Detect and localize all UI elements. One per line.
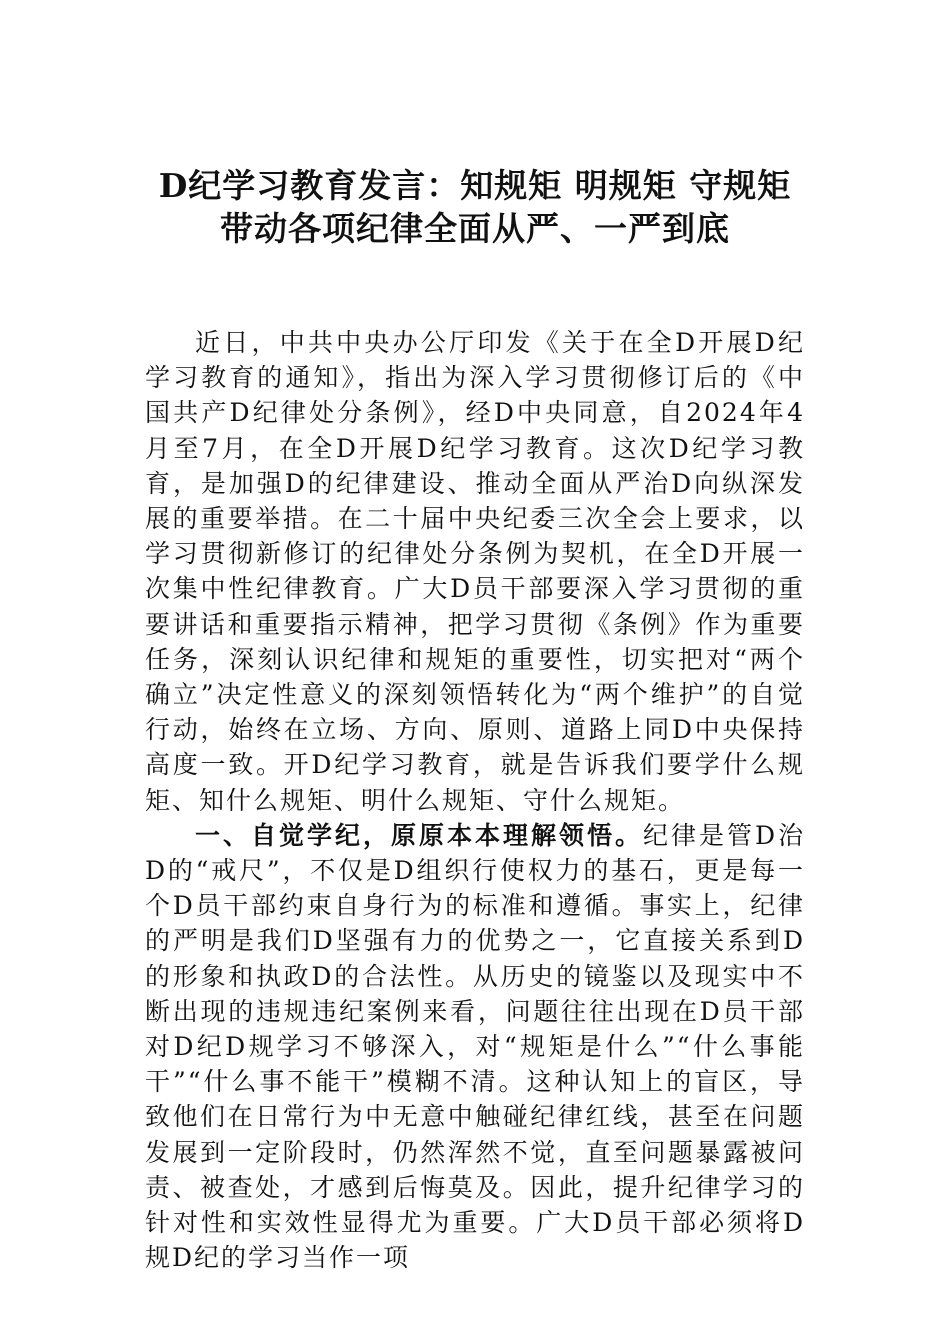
document-title-line-1: D纪学习教育发言：知规矩 明规矩 守规矩 (158, 166, 792, 205)
paragraph-intro (145, 325, 805, 818)
paragraph-text: 纪律是管D治D的“戒尺”，不仅是D组织行使权力的基石，更是每一个D员干部约束自身行为的标准和遵循。事实上，纪律的严明是我们D坚强有力的优势之一，它直接关系到D的形象和执政D的合法性。从历史的镜鉴以及现实中不断出现的违规违纪案例来看，问题往往出现在D员干部对D纪D规学习不够深入，对“规矩是什么”“什么事能干”“什么事不能干”模糊不清。这种认知上的盲区，导致他们在日常行为中无意中触碰纪律红线，甚至在问题发展到一定阶段时，仍然浑然不觉，直至问题暴露被问责、被查处，才感到后悔莫及。因此，提升纪律学习的针对性和实效性显得尤为重要。广大D员干部必须将D规D纪的学习当作一项 (145, 820, 805, 1273)
document-title-line-2: 带动各项纪律全面从严、一严到底 (220, 209, 730, 248)
paragraph-section-one (145, 818, 805, 1276)
paragraph-text: 近日，中共中央办公厅印发《关于在全D开展D纪学习教育的通知》，指出为深入学习贯彻修订后的《中国共产D纪律处分条例》，经D中央同意，自2024年4月至7月，在全D开展D纪学习教育。这次D纪学习教育，是加强D的纪律建设、推动全面从严治D向纵深发展的重要举措。在二十届中央纪委三次全会上要求，以学习贯彻新修订的纪律处分条例为契机，在全D开展一次集中性纪律教育。广大D员干部要深入学习贯彻的重要讲话和重要指示精神，把学习贯彻《条例》作为重要任务，深刻认识纪律和规矩的重要性，切实把对“两个确立”决定性意义的深刻领悟转化为“两个维护”的自觉行动，始终在立场、方向、原则、道路上同D中央保持高度一致。开D纪学习教育，就是告诉我们要学什么规矩、知什么规矩、明什么规矩、守什么规矩。 (145, 328, 805, 815)
section-heading: 一、自觉学纪，原原本本理解领悟。 (195, 820, 643, 850)
document-body (145, 325, 805, 1275)
